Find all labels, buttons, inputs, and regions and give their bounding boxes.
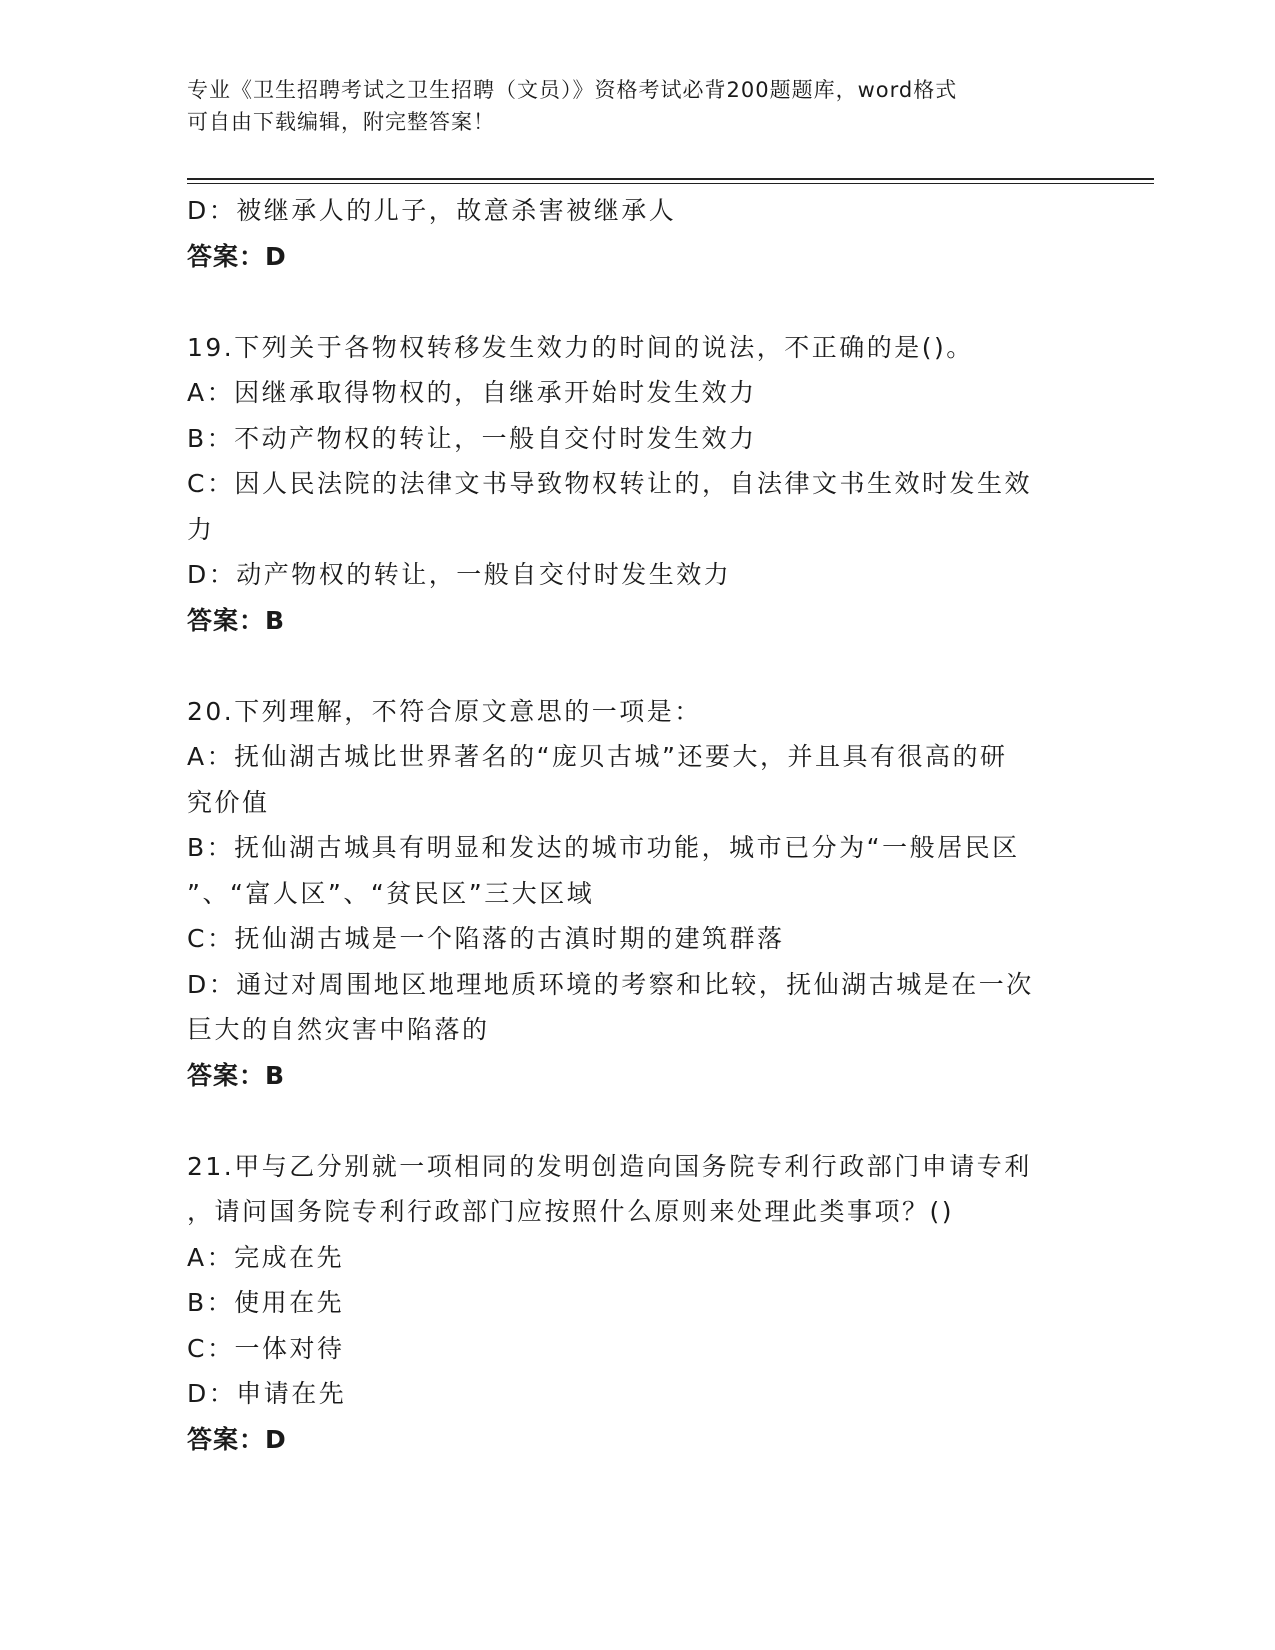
header-line-2: 可自由下载编辑，附完整答案！: [187, 110, 495, 134]
option-d: D：通过对周围地区地理地质环境的考察和比较，抚仙湖古城是在一次: [187, 969, 1034, 999]
option-c-continued: 力: [187, 514, 215, 544]
question-stem: 21.甲与乙分别就一项相同的发明创造向国务院专利行政部门申请专利: [187, 1151, 1032, 1181]
option-b-continued: ”、“富人区”、“贫民区”三大区域: [187, 878, 595, 908]
option-d-continued: 巨大的自然灾害中陷落的: [187, 1015, 490, 1044]
document-header: [187, 74, 1067, 138]
option-c: C：一体对待: [187, 1333, 345, 1363]
answer: 答案：D: [187, 241, 287, 271]
option-a: A：因继承取得物权的，自继承开始时发生效力: [187, 378, 757, 407]
option-d: D：动产物权的转让，一般自交付时发生效力: [187, 560, 732, 589]
option-c: C：因人民法院的法律文书导致物权转让的，自法律文书生效时发生效: [187, 469, 1032, 498]
option-b: B：不动产物权的转让，一般自交付时发生效力: [187, 423, 757, 453]
question-21: [187, 1144, 1077, 1463]
header-line-1: 专业《卫生招聘考试之卫生招聘（文员）》资格考试必背200题题库，word格式: [187, 78, 958, 102]
option-d: D：被继承人的儿子，故意杀害被继承人: [187, 196, 677, 225]
option-a-continued: 究价值: [187, 787, 270, 817]
answer: 答案：B: [187, 605, 286, 635]
option-b: B：使用在先: [187, 1288, 345, 1317]
answer: 答案：B: [187, 1060, 286, 1090]
answer: 答案：D: [187, 1424, 287, 1454]
header-rule-thick: [187, 178, 1154, 180]
option-c: C：抚仙湖古城是一个陷落的古滇时期的建筑群落: [187, 924, 785, 953]
question-20: [187, 689, 1077, 1099]
question-prev: [187, 188, 1077, 279]
question-19: [187, 325, 1077, 644]
option-d: D：申请在先: [187, 1379, 347, 1408]
question-content: [187, 188, 1077, 1462]
option-b: B：抚仙湖古城具有明显和发达的城市功能，城市已分为“一般居民区: [187, 833, 1020, 862]
option-a: A：抚仙湖古城比世界著名的“庞贝古城”还要大，并且具有很高的研: [187, 742, 1008, 771]
question-stem: 20.下列理解，不符合原文意思的一项是：: [187, 696, 702, 726]
question-stem: 19.下列关于各物权转移发生效力的时间的说法，不正确的是()。: [187, 332, 974, 362]
question-stem-continued: ，请问国务院专利行政部门应按照什么原则来处理此类事项？(): [187, 1197, 955, 1226]
header-rule-thin: [187, 183, 1154, 184]
option-a: A：完成在先: [187, 1242, 345, 1272]
